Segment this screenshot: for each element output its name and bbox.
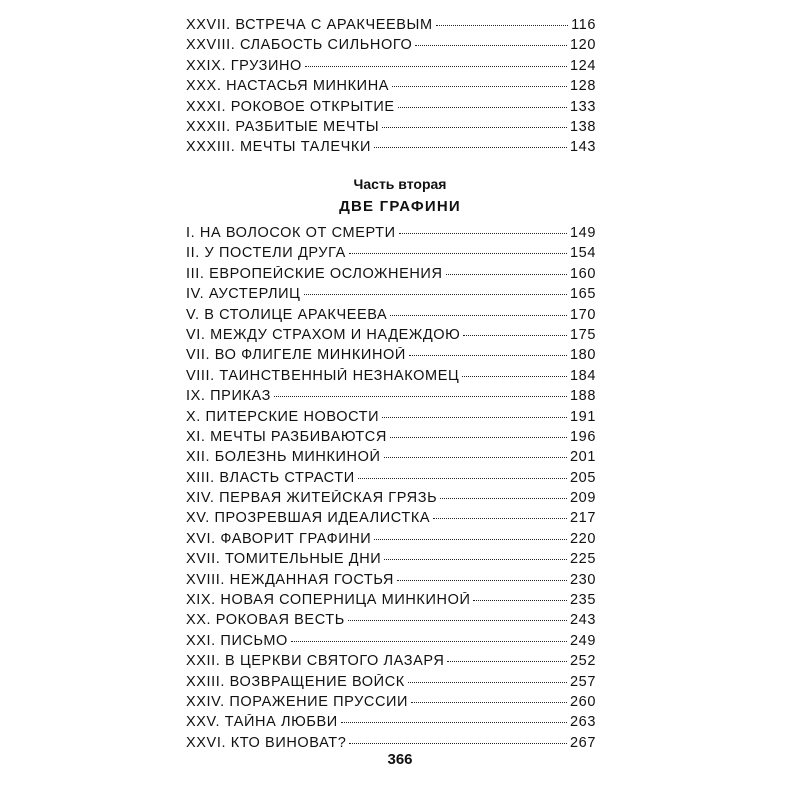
toc-entry [186,592,596,612]
toc-entry-title: XXXI. РОКОВОЕ ОТКРЫТИЕ [186,98,395,115]
toc-entry-title: XXVI. КТО ВИНОВАТ? [186,734,347,751]
toc-entry-page: 116 [571,17,596,33]
toc-entry-title: IV. АУСТЕРЛИЦ [186,286,301,303]
toc-entry-title: IX. ПРИКАЗ [186,388,271,405]
toc-entry-title: XXIX. ГРУЗИНО [186,57,302,74]
toc-entry-title: VIII. ТАИНСТВЕННЫЙ НЕЗНАКОМЕЦ [186,367,460,384]
toc-entry [186,347,596,367]
toc-entry-title: XXII. В ЦЕРКВИ СВЯТОГО ЛАЗАРЯ [186,653,445,670]
toc-entry [186,470,596,490]
toc-entry [186,551,596,571]
toc-entry [186,119,596,139]
dot-leader [384,559,567,560]
toc-entry-page: 180 [570,347,596,364]
toc-entry-page: 201 [570,449,596,466]
toc-entry [186,409,596,429]
dot-leader [398,107,567,108]
dot-leader [447,661,567,662]
part-label: Часть вторая [353,176,447,192]
toc-entry-title: XVI. ФАВОРИТ ГРАФИНИ [186,530,372,547]
toc-entry-title: XII. БОЛЕЗНЬ МИНКИНОЙ [186,449,381,466]
dot-leader [436,25,568,26]
toc-entry-page: 217 [570,510,596,527]
toc-entry-title: XXIII. ВОЗВРАЩЕНИЕ ВОЙСК [186,673,405,690]
dot-leader [348,620,567,621]
toc-entry-page: 263 [570,714,596,731]
toc-entry-title: XXX. НАСТАСЬЯ МИНКИНА [186,78,390,95]
toc-list-part-two [186,225,596,755]
toc-entry [186,286,596,306]
toc-entry [186,225,596,245]
dot-leader [408,682,567,683]
toc-entry-title: XXXIII. МЕЧТЫ ТАЛЕЧКИ [186,139,371,156]
toc-entry [186,37,596,57]
toc-entry [186,368,596,388]
toc-entry-page: 235 [570,592,596,609]
toc-entry-title: II. У ПОСТЕЛИ ДРУГА [186,245,346,262]
dot-leader [304,294,567,295]
dot-leader [382,417,567,418]
toc-entry [186,388,596,408]
toc-entry [186,633,596,653]
toc-entry-title: XXVIII. СЛАБОСТЬ СИЛЬНОГО [186,37,413,54]
dot-leader [382,127,567,128]
toc-entry [186,78,596,98]
toc-entry [186,510,596,530]
dot-leader [440,498,567,499]
dot-leader [374,539,567,540]
part-title: ДВЕ ГРАФИНИ [339,198,461,215]
toc-entry-title: XVIII. НЕЖДАННАЯ ГОСТЬЯ [186,571,394,588]
dot-leader [399,233,567,234]
toc-entry-title: VII. ВО ФЛИГЕЛЕ МИНКИНОЙ [186,347,406,364]
toc-entry-page: 220 [570,530,596,547]
toc-entry-title: III. ЕВРОПЕЙСКИЕ ОСЛОЖНЕНИЯ [186,265,443,282]
page-number: 366 [387,751,413,768]
toc-entry [186,245,596,265]
toc-entry-page: 138 [570,118,596,135]
toc-entry-title: XIX. НОВАЯ СОПЕРНИЦА МИНКИНОЙ [186,592,471,609]
toc-entry-title: XVII. ТОМИТЕЛЬНЫЕ ДНИ [186,551,382,568]
toc-entry-page: 191 [570,408,596,425]
toc-entry-page: 196 [570,428,596,445]
toc-entry-title: XV. ПРОЗРЕВШАЯ ИДЕАЛИСТКА [186,510,431,527]
toc-entry-page: 133 [570,98,596,115]
dot-leader [397,580,567,581]
toc-entry [186,674,596,694]
dot-leader [349,253,567,254]
toc-entry-page: 209 [570,490,596,507]
dot-leader [409,355,567,356]
toc-entry-page: 252 [570,653,596,670]
dot-leader [446,274,567,275]
toc-entry-title: XI. МЕЧТЫ РАЗБИВАЮТСЯ [186,428,387,445]
toc-entry [186,266,596,286]
toc-entry-page: 225 [570,551,596,568]
toc-entry-title: XX. РОКОВАЯ ВЕСТЬ [186,612,345,629]
toc-entry-title: XXIV. ПОРАЖЕНИЕ ПРУССИИ [186,693,409,710]
toc-entry-title: XIII. ВЛАСТЬ СТРАСТИ [186,469,355,486]
toc-entry-title: XXI. ПИСЬМО [186,632,288,649]
toc-entry-page: 243 [570,612,596,629]
dot-leader [390,437,567,438]
toc-entry-title: XXVII. ВСТРЕЧА С АРАКЧЕЕВЫМ [186,17,433,33]
toc-entry-page: 170 [570,306,596,323]
dot-leader [462,376,567,377]
toc-entry [186,307,596,327]
toc-entry-page: 184 [570,367,596,384]
toc-entry [186,694,596,714]
dot-leader [305,66,567,67]
toc-entry-page: 128 [570,78,596,95]
toc-entry [186,58,596,78]
toc-entry [186,429,596,449]
dot-leader [473,600,567,601]
toc-entry [186,449,596,469]
dot-leader [390,315,567,316]
toc-entry-page: 205 [570,469,596,486]
dot-leader [411,702,567,703]
toc-entry-title: I. НА ВОЛОСОК ОТ СМЕРТИ [186,225,396,241]
toc-entry-page: 154 [570,245,596,262]
toc-entry-title: VI. МЕЖДУ СТРАХОМ И НАДЕЖДОЮ [186,326,461,343]
toc-entry [186,17,596,37]
toc-entry-page: 120 [570,37,596,54]
toc-list-part-one [186,17,596,160]
toc-entry [186,572,596,592]
toc-entry [186,139,596,159]
dot-leader [341,722,567,723]
toc-entry-page: 160 [570,265,596,282]
dot-leader [433,518,567,519]
dot-leader [358,478,567,479]
toc-entry-title: XIV. ПЕРВАЯ ЖИТЕЙСКАЯ ГРЯЗЬ [186,490,438,507]
dot-leader [374,147,567,148]
toc-entry-page: 267 [570,734,596,751]
toc-entry [186,653,596,673]
toc-entry-page: 260 [570,693,596,710]
toc-entry-title: XXXII. РАЗБИТЫЕ МЕЧТЫ [186,118,380,135]
toc-entry-title: X. ПИТЕРСКИЕ НОВОСТИ [186,408,380,425]
dot-leader [291,641,567,642]
toc-entry [186,490,596,510]
toc-entry-page: 175 [570,326,596,343]
dot-leader [392,86,567,87]
toc-entry-title: XXV. ТАЙНА ЛЮБВИ [186,714,338,731]
toc-entry-page: 143 [570,139,596,156]
toc-entry-page: 124 [570,57,596,74]
toc-entry [186,327,596,347]
toc-entry-page: 149 [570,225,596,241]
toc-entry-page: 230 [570,571,596,588]
toc-entry-page: 188 [570,388,596,405]
toc-entry [186,714,596,734]
dot-leader [349,743,567,744]
toc-entry [186,99,596,119]
toc-entry-page: 165 [570,286,596,303]
toc-entry [186,531,596,551]
toc-entry-title: V. В СТОЛИЦЕ АРАКЧЕЕВА [186,306,388,323]
dot-leader [415,45,567,46]
dot-leader [384,457,567,458]
dot-leader [463,335,567,336]
dot-leader [274,396,567,397]
toc-entry-page: 257 [570,673,596,690]
toc-entry-page: 249 [570,632,596,649]
toc-entry [186,612,596,632]
